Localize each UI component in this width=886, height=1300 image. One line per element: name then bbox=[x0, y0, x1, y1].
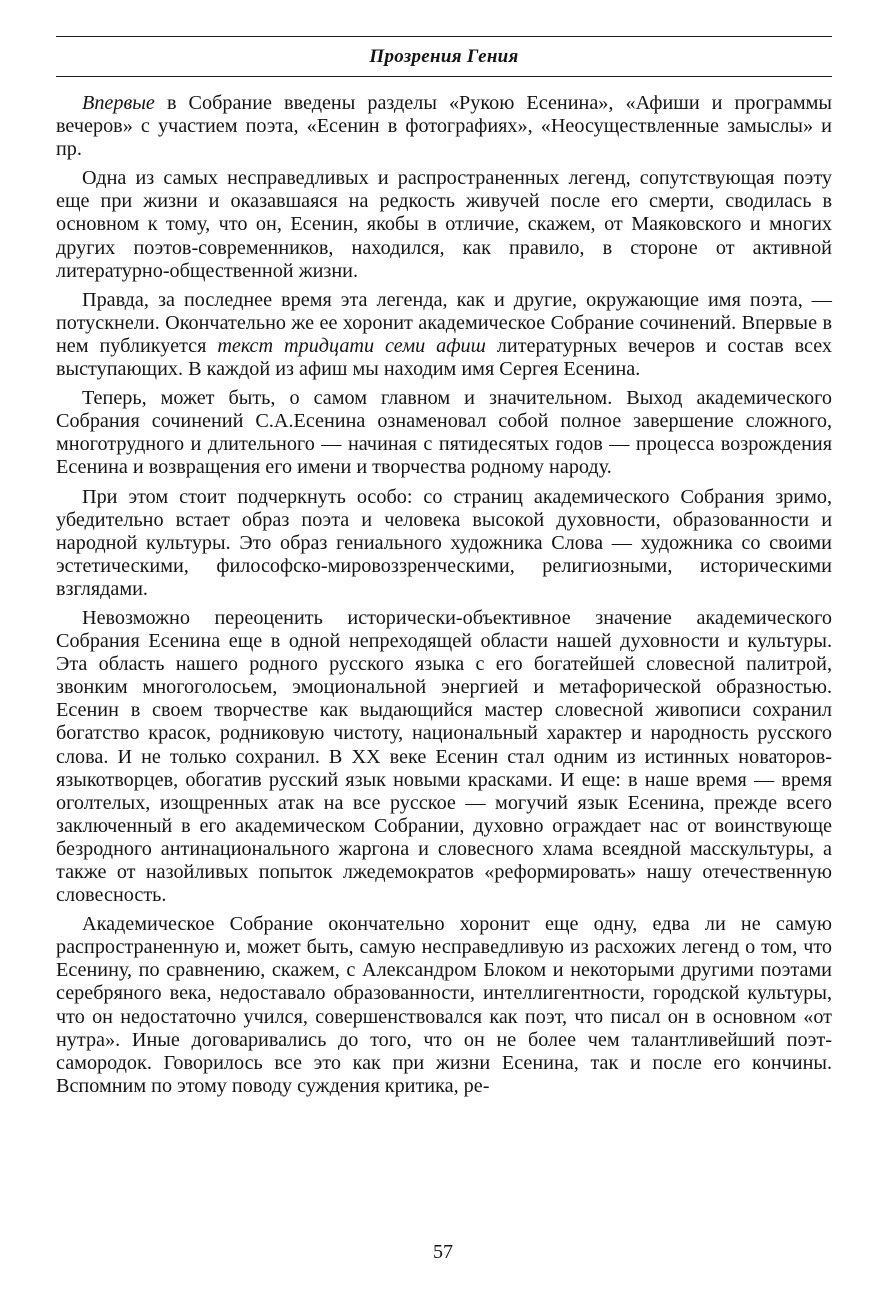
paragraph-3-after: литературных вечеров и состав всех выступающих. В каждой из афиш мы находим имя Сергея Есенина. bbox=[56, 334, 832, 381]
paragraph-2: Одна из самых несправедливых и распространенных легенд, сопутствующая поэту еще при жизни и оказавшаяся на редкость живучей после его смерти, сводилась в основном к тому, что он, Есенин, якобы в отличие, скажем, от Маяковского и многих других поэтов-современников, находился, как правило, в стороне от активной литературно-общественной жизни. bbox=[56, 167, 832, 282]
paragraph-1-lead: Впервые bbox=[82, 92, 155, 114]
paragraph-7: Академическое Собрание окончательно хоронит еще одну, едва ли не самую распространенную и, может быть, самую несправедливую из расхожих легенд о том, что Есенину, по сравнению, скажем, с Александром Блоком и некоторыми другими поэтами серебряного века, недоставало образованности, интеллигентности, городской культуры, что он недостаточно учился, совершенствовался как поэт, что писал он в основном «от нутра». Иные договаривались до того, что он не более чем талантливейший поэт-самородок. Говорилось все это как при жизни Есенина, так и после его кончины. Вспомним по этому поводу суждения критика, ре- bbox=[56, 913, 832, 1097]
article-text bbox=[56, 92, 832, 1098]
paragraph-5: При этом стоит подчеркнуть особо: со страниц академического Собрания зримо, убедительно встает образ поэта и человека высокой духовности, образованности и народной культуры. Это образ гениального художника Слова — художника со своими эстетическими, философско-мировоззренческими, религиозными, историческими взглядами. bbox=[56, 485, 832, 600]
paragraph-1 bbox=[56, 92, 832, 161]
page-body bbox=[56, 36, 832, 1104]
paragraph-3-emphasis: текст тридцати семи афиш bbox=[217, 334, 486, 357]
paragraph-3 bbox=[56, 289, 832, 381]
paragraph-6: Невозможно переоценить исторически-объективное значение академического Собрания Есенина еще в одной непреходящей области нашей духовности и культуры. Эта область нашего родного русского языка с его богатейшей словесной палитрой, звонким многоголосьем, эмоциональной энергией и метафорической образностью. Есенин в своем творчестве как выдающийся мастер словесной живописи сохранил богатство красок, родниковую чистоту, национальный характер и народность русского слова. И не только сохранил. В XX веке Есенин стал одним из истинных новаторов-языкотворцев, обогатив русский язык новыми красками. И еще: в наше время — время оголтелых, изощренных атак на все русское — могучий язык Есенина, прежде всего заключенный в его академическом Собрании, духовно ограждает нас от воинствующе безродного антинационального жаргона и словесного хлама всеядной масскультуры, а также от назойливых попыток лжедемократов «реформировать» нашу отечественную словесность. bbox=[56, 606, 832, 907]
running-title: Прозрения Гения bbox=[369, 46, 519, 67]
paragraph-3-before: Правда, за последнее время эта легенда, как и другие, окружающие имя поэта, — потускнели. Окончательно же ее хоронит академическое Собрание сочинений. Впервые в нем публикуется bbox=[56, 288, 832, 357]
paragraph-4: Теперь, может быть, о самом главном и значительном. Выход академического Собрания сочинений С.А.Есенина ознаменовал собой полное завершение сложного, многотрудного и длительного — начиная с пятидесятых годов — процесса возрождения Есенина и возвращения его имени и творчества родному народу. bbox=[56, 387, 832, 479]
page-number: 57 bbox=[433, 1241, 453, 1263]
header-rule-bottom bbox=[56, 76, 832, 77]
paragraph-1-text: в Собрание введены разделы «Рукою Есенина», «Афиши и программы вечеров» с участием поэта, «Есенин в фотографиях», «Неосуществленные замыслы» и пр. bbox=[56, 92, 832, 161]
